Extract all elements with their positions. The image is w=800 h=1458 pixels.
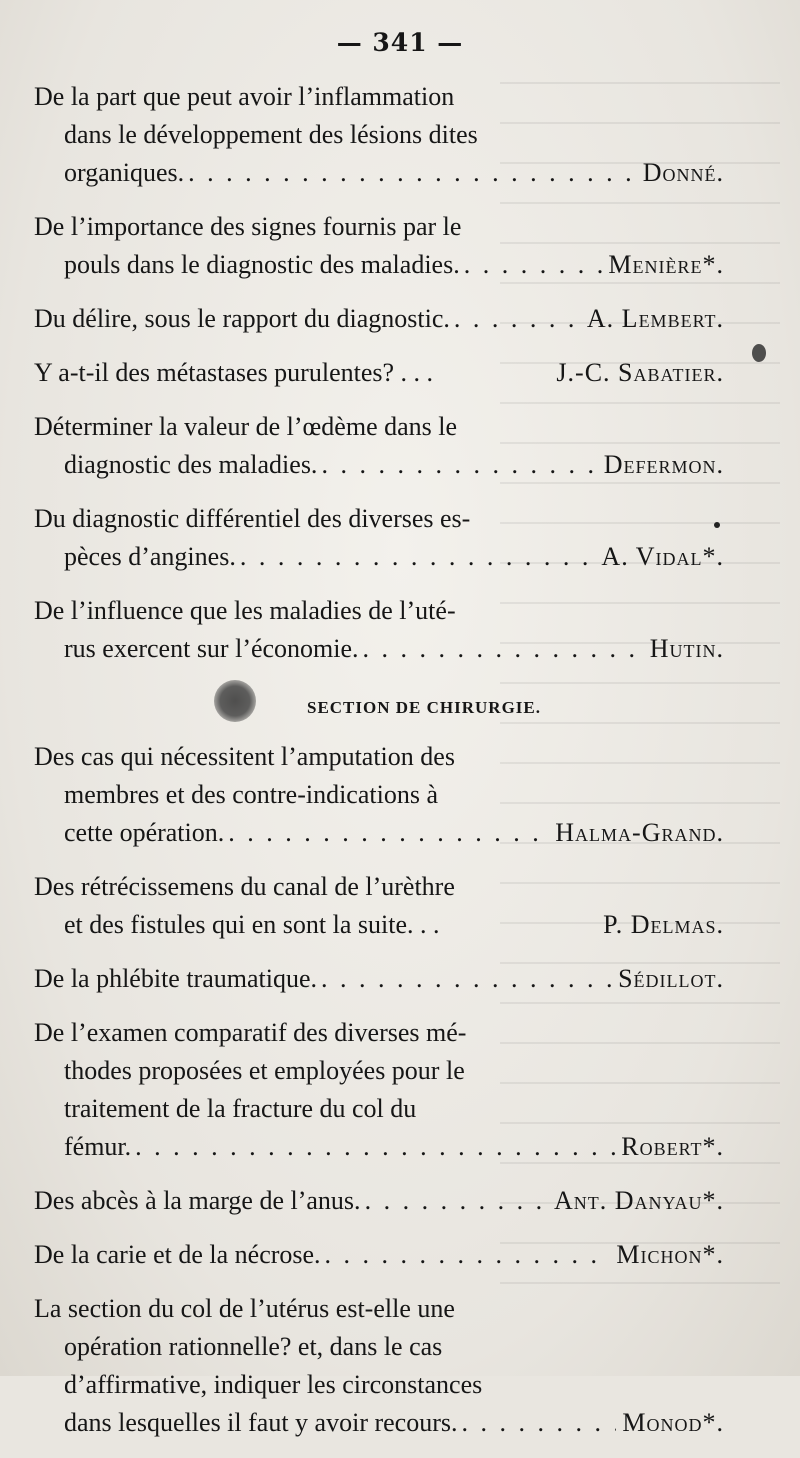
entry-line: [34, 1328, 724, 1366]
leader-dots: [450, 300, 581, 338]
author-name: Hutin.: [649, 634, 724, 663]
leader-dots: [131, 1128, 615, 1166]
entry-text: Des cas qui nécessitent l’amputation des: [34, 742, 455, 771]
entry-text: pèces d’angines.: [64, 542, 236, 571]
entry-line: [34, 814, 724, 852]
entry-line: [34, 776, 724, 814]
entry-line: [34, 408, 724, 446]
entry-text: Déterminer la valeur de l’œdème dans le: [34, 412, 458, 441]
ink-stain: [214, 680, 256, 722]
entry-text: organiques.: [64, 158, 185, 187]
entry: [34, 500, 724, 576]
entry-line: [34, 1128, 724, 1166]
entry-line: [34, 500, 724, 538]
entry-line: [34, 116, 724, 154]
entry: [34, 738, 724, 852]
entry: [34, 1236, 724, 1274]
entry-text: cette opération.: [64, 818, 225, 847]
author-name: Michon*.: [616, 1240, 724, 1269]
author-name: Defermon.: [603, 450, 724, 479]
entry-line: [34, 1404, 724, 1442]
entry-text: diagnostic des maladies.: [64, 450, 318, 479]
ink-spot: [752, 344, 766, 362]
entry-text: thodes proposées et employées pour le: [64, 1056, 465, 1085]
entry-text: dans lesquelles il faut y avoir recours.: [64, 1408, 458, 1437]
author-name: P. Delmas.: [603, 910, 724, 939]
entry-text: dans le développement des lésions dites: [64, 120, 478, 149]
entry-text: De l’influence que les maladies de l’uté-: [34, 596, 456, 625]
entry-line: [34, 538, 724, 576]
leader-dots: [317, 446, 597, 484]
entry: [34, 1290, 724, 1442]
leader-dots: [321, 1236, 611, 1274]
entry-text: De la carie et de la nécrose.: [34, 1240, 321, 1269]
entry-line: [34, 1366, 724, 1404]
entry-text: membres et des contre-indications à: [64, 780, 438, 809]
author-name: A. Lembert.: [586, 304, 724, 333]
entry-line: [34, 630, 724, 668]
entry-text: et des fistules qui en sont la suite. . .: [64, 910, 440, 939]
page-number: — 341 —: [336, 28, 464, 57]
entries-list: [34, 78, 724, 1458]
entry: [34, 354, 724, 392]
entry-text: De l’examen comparatif des diverses mé-: [34, 1018, 467, 1047]
entry-line: [34, 1052, 724, 1090]
leader-dots: [317, 960, 612, 998]
entry-text: De la part que peut avoir l’inflammation: [34, 82, 455, 111]
entry-text: Des abcès à la marge de l’anus.: [34, 1186, 361, 1215]
entry-line: [34, 906, 724, 944]
entry-text: fémur.: [64, 1132, 132, 1161]
entry-line: [34, 960, 724, 998]
author-name: Ant. Danyau*.: [553, 1186, 724, 1215]
author-name: Monod*.: [622, 1408, 724, 1437]
author-name: Menière*.: [608, 250, 724, 279]
author-name: Robert*.: [621, 1132, 724, 1161]
entry: [34, 960, 724, 998]
entry-line: [34, 738, 724, 776]
author-name: A. Vidal*.: [601, 542, 724, 571]
entry: [34, 1014, 724, 1166]
entry-text: opération rationnelle? et, dans le cas: [64, 1332, 443, 1361]
author-name: J.-C. Sabatier.: [556, 358, 724, 387]
entry: [34, 208, 724, 284]
ink-spot: [714, 522, 720, 528]
author-name: Donné.: [642, 158, 724, 187]
entry: [34, 300, 724, 338]
entry: [34, 592, 724, 668]
entry: [34, 868, 724, 944]
entry-line: [34, 868, 724, 906]
leader-dots: [361, 1182, 548, 1220]
leader-dots: [460, 246, 603, 284]
entry-line: [34, 1090, 724, 1128]
entry-text: La section du col de l’utérus est-elle une: [34, 1294, 455, 1323]
entry-text: De l’importance des signes fournis par le: [34, 212, 462, 241]
entry-text: Du délire, sous le rapport du diagnostic.: [34, 304, 450, 333]
author-name: Sédillot.: [618, 964, 724, 993]
entry-text: De la phlébite traumatique.: [34, 964, 318, 993]
entry-line: [34, 208, 724, 246]
entry: [34, 408, 724, 484]
entry-text: traitement de la fracture du col du: [64, 1094, 417, 1123]
leader-dots: [359, 630, 644, 668]
entry-text: Du diagnostic différentiel des diverses es-: [34, 504, 471, 533]
entry-line: [34, 246, 724, 284]
author-name: Halma-Grand.: [555, 818, 724, 847]
entry-text: rus exercent sur l’économie.: [64, 634, 359, 663]
leader-dots: [224, 814, 549, 852]
entry-text: Y a-t-il des métastases purulentes? . . .: [34, 358, 434, 387]
entry-line: [34, 354, 724, 392]
entry-line: [34, 78, 724, 116]
medicine-entries: [34, 78, 724, 668]
leader-dots: [184, 154, 637, 192]
entry: [34, 78, 724, 192]
entry-text: Des rétrécissemens du canal de l’urèthre: [34, 872, 455, 901]
entry-line: [34, 154, 724, 192]
entry-line: [34, 1182, 724, 1220]
entry-line: [34, 1290, 724, 1328]
section-heading: SECTION DE CHIRURGIE.: [306, 698, 541, 717]
entry-line: [34, 592, 724, 630]
entry-line: [34, 300, 724, 338]
leader-dots: [458, 1404, 617, 1442]
entry-line: [34, 1014, 724, 1052]
leader-dots: [236, 538, 596, 576]
entry-line: [34, 1236, 724, 1274]
entry: [34, 1182, 724, 1220]
surgery-entries: [34, 738, 724, 1442]
entry-line: [34, 446, 724, 484]
entry-text: pouls dans le diagnostic des maladies.: [64, 250, 460, 279]
entry-text: d’affirmative, indiquer les circonstances: [64, 1370, 483, 1399]
